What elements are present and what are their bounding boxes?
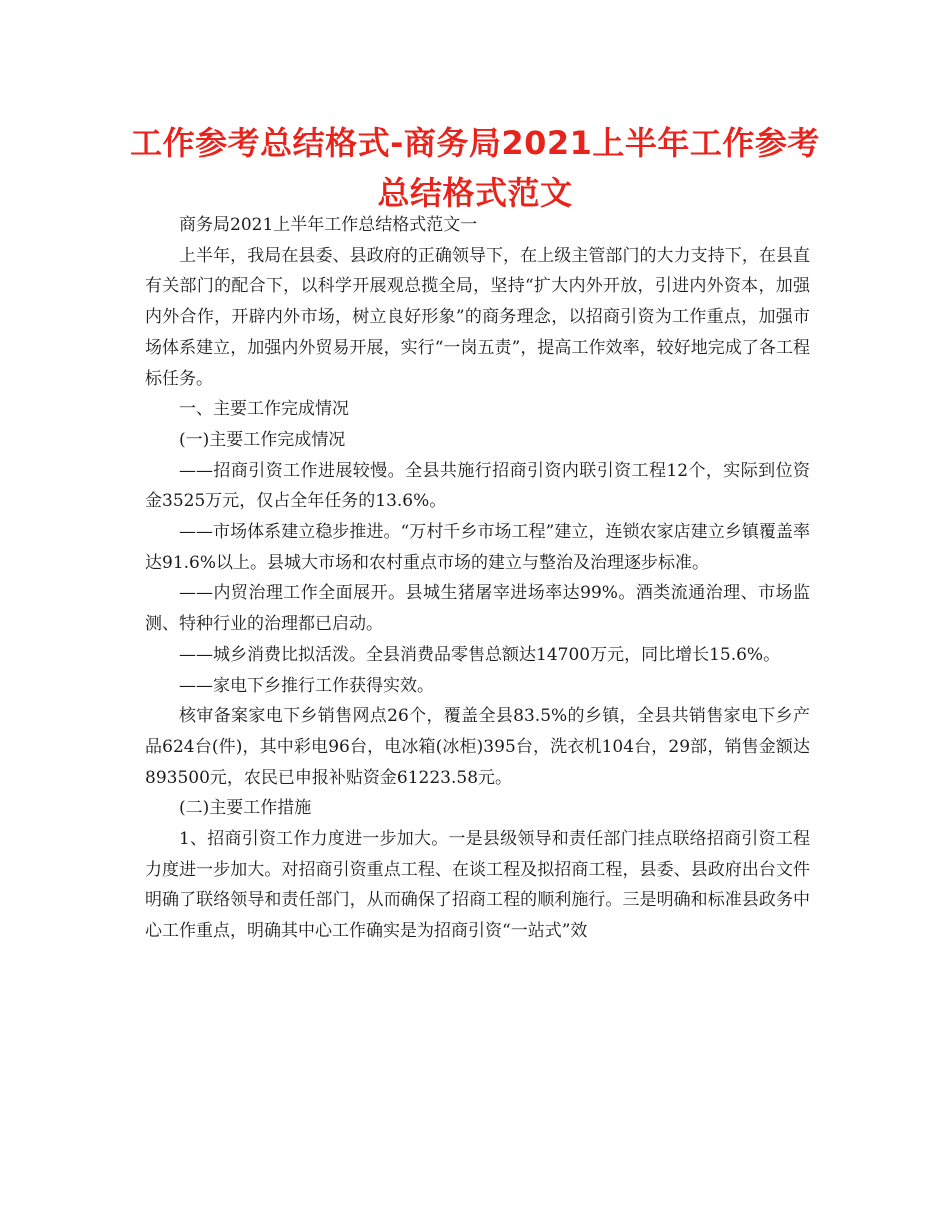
body-paragraph: ——内贸治理工作全面展开。县城生猪屠宰进场率达99%。酒类流通治理、市场监测、特种行业的治理都已启动。	[145, 583, 810, 635]
document-body	[145, 210, 810, 947]
body-paragraph: ——市场体系建立稳步推进。“万村千乡市场工程”建立，连锁农家店建立乡镇覆盖率达91.6%以上。县城大市场和农村重点市场的建立与整治及治理逐步标准。	[145, 522, 810, 573]
intro-paragraph: 上半年，我局在县委、县政府的正确领导下，在上级主管部门的大力支持下，在县直有关部门的配合下，以科学开展观总揽全局，坚持“扩大内外开放，引进内外资本，加强内外合作，开辟内外市场，树立良好形象”的商务理念，以招商引资为工作重点，加强市场体系建立，加强内外贸易开展，实行“一岗五责”，提高工作效率，较好地完成了各工程标任务。	[145, 245, 810, 389]
body-paragraph: ——家电下乡推行工作获得实效。	[179, 675, 434, 696]
subsection-heading: (一)主要工作完成情况	[179, 429, 346, 450]
body-paragraph: 核审备案家电下乡销售网点26个，覆盖全县83.5%的乡镇，全县共销售家电下乡产品624台(件)，其中彩电96台，电冰箱(冰柜)395台，洗衣机104台，29部，销售金额达893500元，农民已申报补贴资金61223.58元。	[145, 706, 810, 788]
subsection-heading: (二)主要工作措施	[179, 798, 312, 819]
section-heading: 一、主要工作完成情况	[179, 399, 349, 420]
body-paragraph: ——城乡消费比拟活泼。全县消费品零售总额达14700万元，同比增长15.6%。	[179, 644, 781, 665]
document-title: 工作参考总结格式-商务局2021上半年工作参考总结格式范文	[130, 124, 820, 212]
body-paragraph: 1、招商引资工作力度进一步加大。一是县级领导和责任部门挂点联络招商引资工程力度进一步加大。对招商引资重点工程、在谈工程及拟招商工程，县委、县政府出台文件明确了联络领导和责任部门，从而确保了招商工程的顺利施行。三是明确和标准县政务中心工作重点，明确其中心工作确实是为招商引资“一站式”效	[145, 829, 810, 942]
body-paragraph: ——招商引资工作进展较慢。全县共施行招商引资内联引资工程12个，实际到位资金3525万元，仅占全年任务的13.6%。	[145, 460, 810, 512]
subtitle-paragraph: 商务局2021上半年工作总结格式范文一	[179, 215, 478, 235]
